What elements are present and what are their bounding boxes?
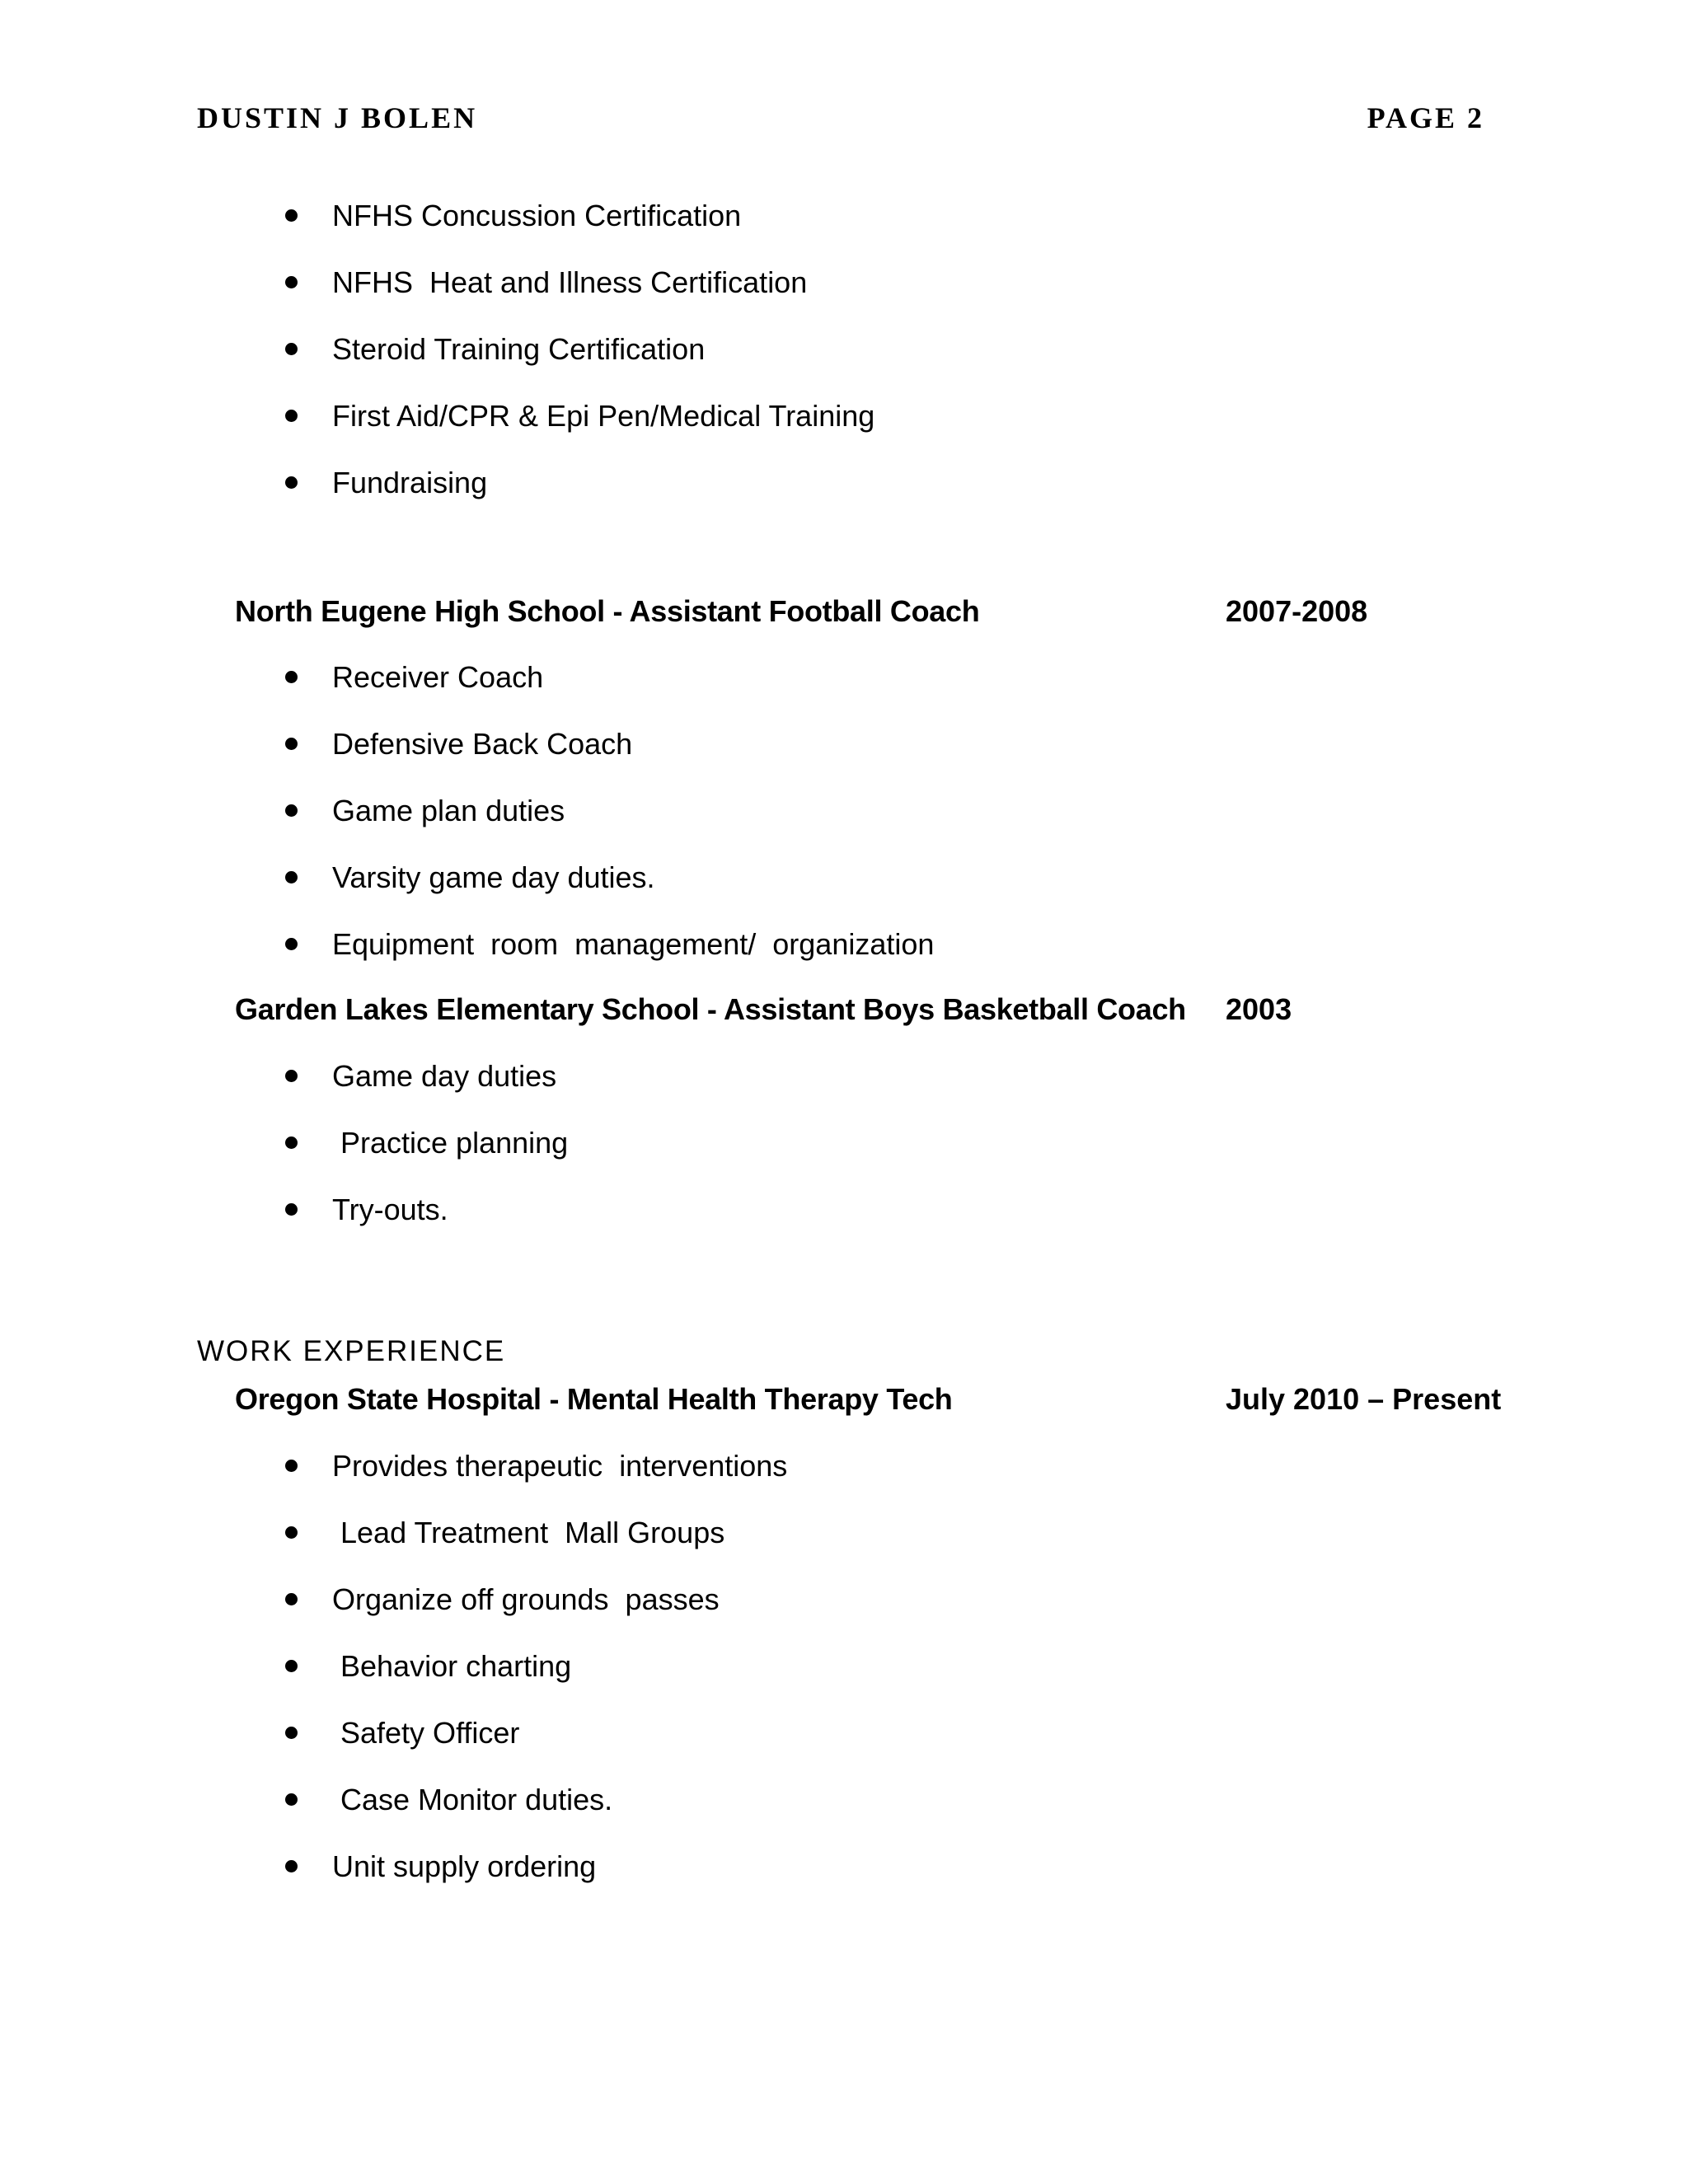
list-item: Behavior charting [0, 1642, 1401, 1708]
bullet-icon [285, 1460, 298, 1472]
list-item: Try-outs. [0, 1185, 1401, 1252]
page-header [197, 97, 1484, 138]
certifications-list [0, 191, 1401, 525]
list-item: NFHS Heat and Illness Certification [0, 258, 1401, 325]
list-item: Game day duties [0, 1052, 1401, 1118]
list-item: NFHS Concussion Certification [0, 191, 1401, 258]
bullet-icon [285, 938, 298, 950]
list-item: Game plan duties [0, 786, 1401, 853]
bullet-icon [285, 1793, 298, 1806]
list-item: Defensive Back Coach [0, 719, 1401, 786]
bullet-icon [285, 1593, 298, 1605]
bullet-icon [285, 671, 298, 683]
list-item: Lead Treatment Mall Groups [0, 1508, 1401, 1575]
bullet-icon [285, 410, 298, 422]
job-heading-oregon-state-hospital [235, 1375, 1502, 1424]
list-item: Case Monitor duties. [0, 1775, 1401, 1842]
job-dates: 2003 [1226, 992, 1292, 1026]
list-item: Safety Officer [0, 1708, 1401, 1775]
job-dates: July 2010 – Present [1226, 1382, 1502, 1416]
list-item: Provides therapeutic interventions [0, 1441, 1401, 1508]
list-item: Varsity game day duties. [0, 853, 1401, 920]
list-item: Steroid Training Certification [0, 325, 1401, 391]
job-title: North Eugene High School - Assistant Football Coach [235, 594, 980, 628]
bullet-icon [285, 1070, 298, 1082]
list-item: Practice planning [0, 1118, 1401, 1185]
header-name: DUSTIN J BOLEN [197, 101, 478, 134]
bullet-icon [285, 738, 298, 750]
bullet-icon [285, 276, 298, 288]
bullet-icon [285, 804, 298, 817]
job-title: Garden Lakes Elementary School - Assistant Boys Basketball Coach [235, 992, 1186, 1026]
garden-lakes-duties-list [0, 1052, 1401, 1252]
oregon-state-hospital-duties-list [0, 1441, 1401, 1909]
job-title: Oregon State Hospital - Mental Health Therapy Tech [235, 1382, 953, 1416]
list-item: Fundraising [0, 458, 1401, 525]
list-item: Unit supply ordering [0, 1842, 1401, 1909]
bullet-icon [285, 476, 298, 489]
job-dates: 2007-2008 [1226, 594, 1368, 628]
bullet-icon [285, 1203, 298, 1216]
job-heading-garden-lakes [235, 985, 1496, 1034]
list-item: First Aid/CPR & Epi Pen/Medical Training [0, 391, 1401, 458]
bullet-icon [285, 1137, 298, 1149]
bullet-icon [285, 1660, 298, 1672]
job-heading-north-eugene [235, 587, 1496, 636]
section-heading-work-experience: WORK EXPERIENCE [197, 1335, 506, 1367]
list-item: Equipment room management/ organization [0, 920, 1401, 987]
bullet-icon [285, 209, 298, 222]
bullet-icon [285, 1727, 298, 1739]
list-item: Receiver Coach [0, 653, 1401, 719]
bullet-icon [285, 1526, 298, 1539]
list-item: Organize off grounds passes [0, 1575, 1401, 1642]
north-eugene-duties-list [0, 653, 1401, 987]
bullet-icon [285, 343, 298, 355]
header-page-number: PAGE 2 [1367, 101, 1484, 134]
bullet-icon [285, 871, 298, 883]
bullet-icon [285, 1860, 298, 1872]
